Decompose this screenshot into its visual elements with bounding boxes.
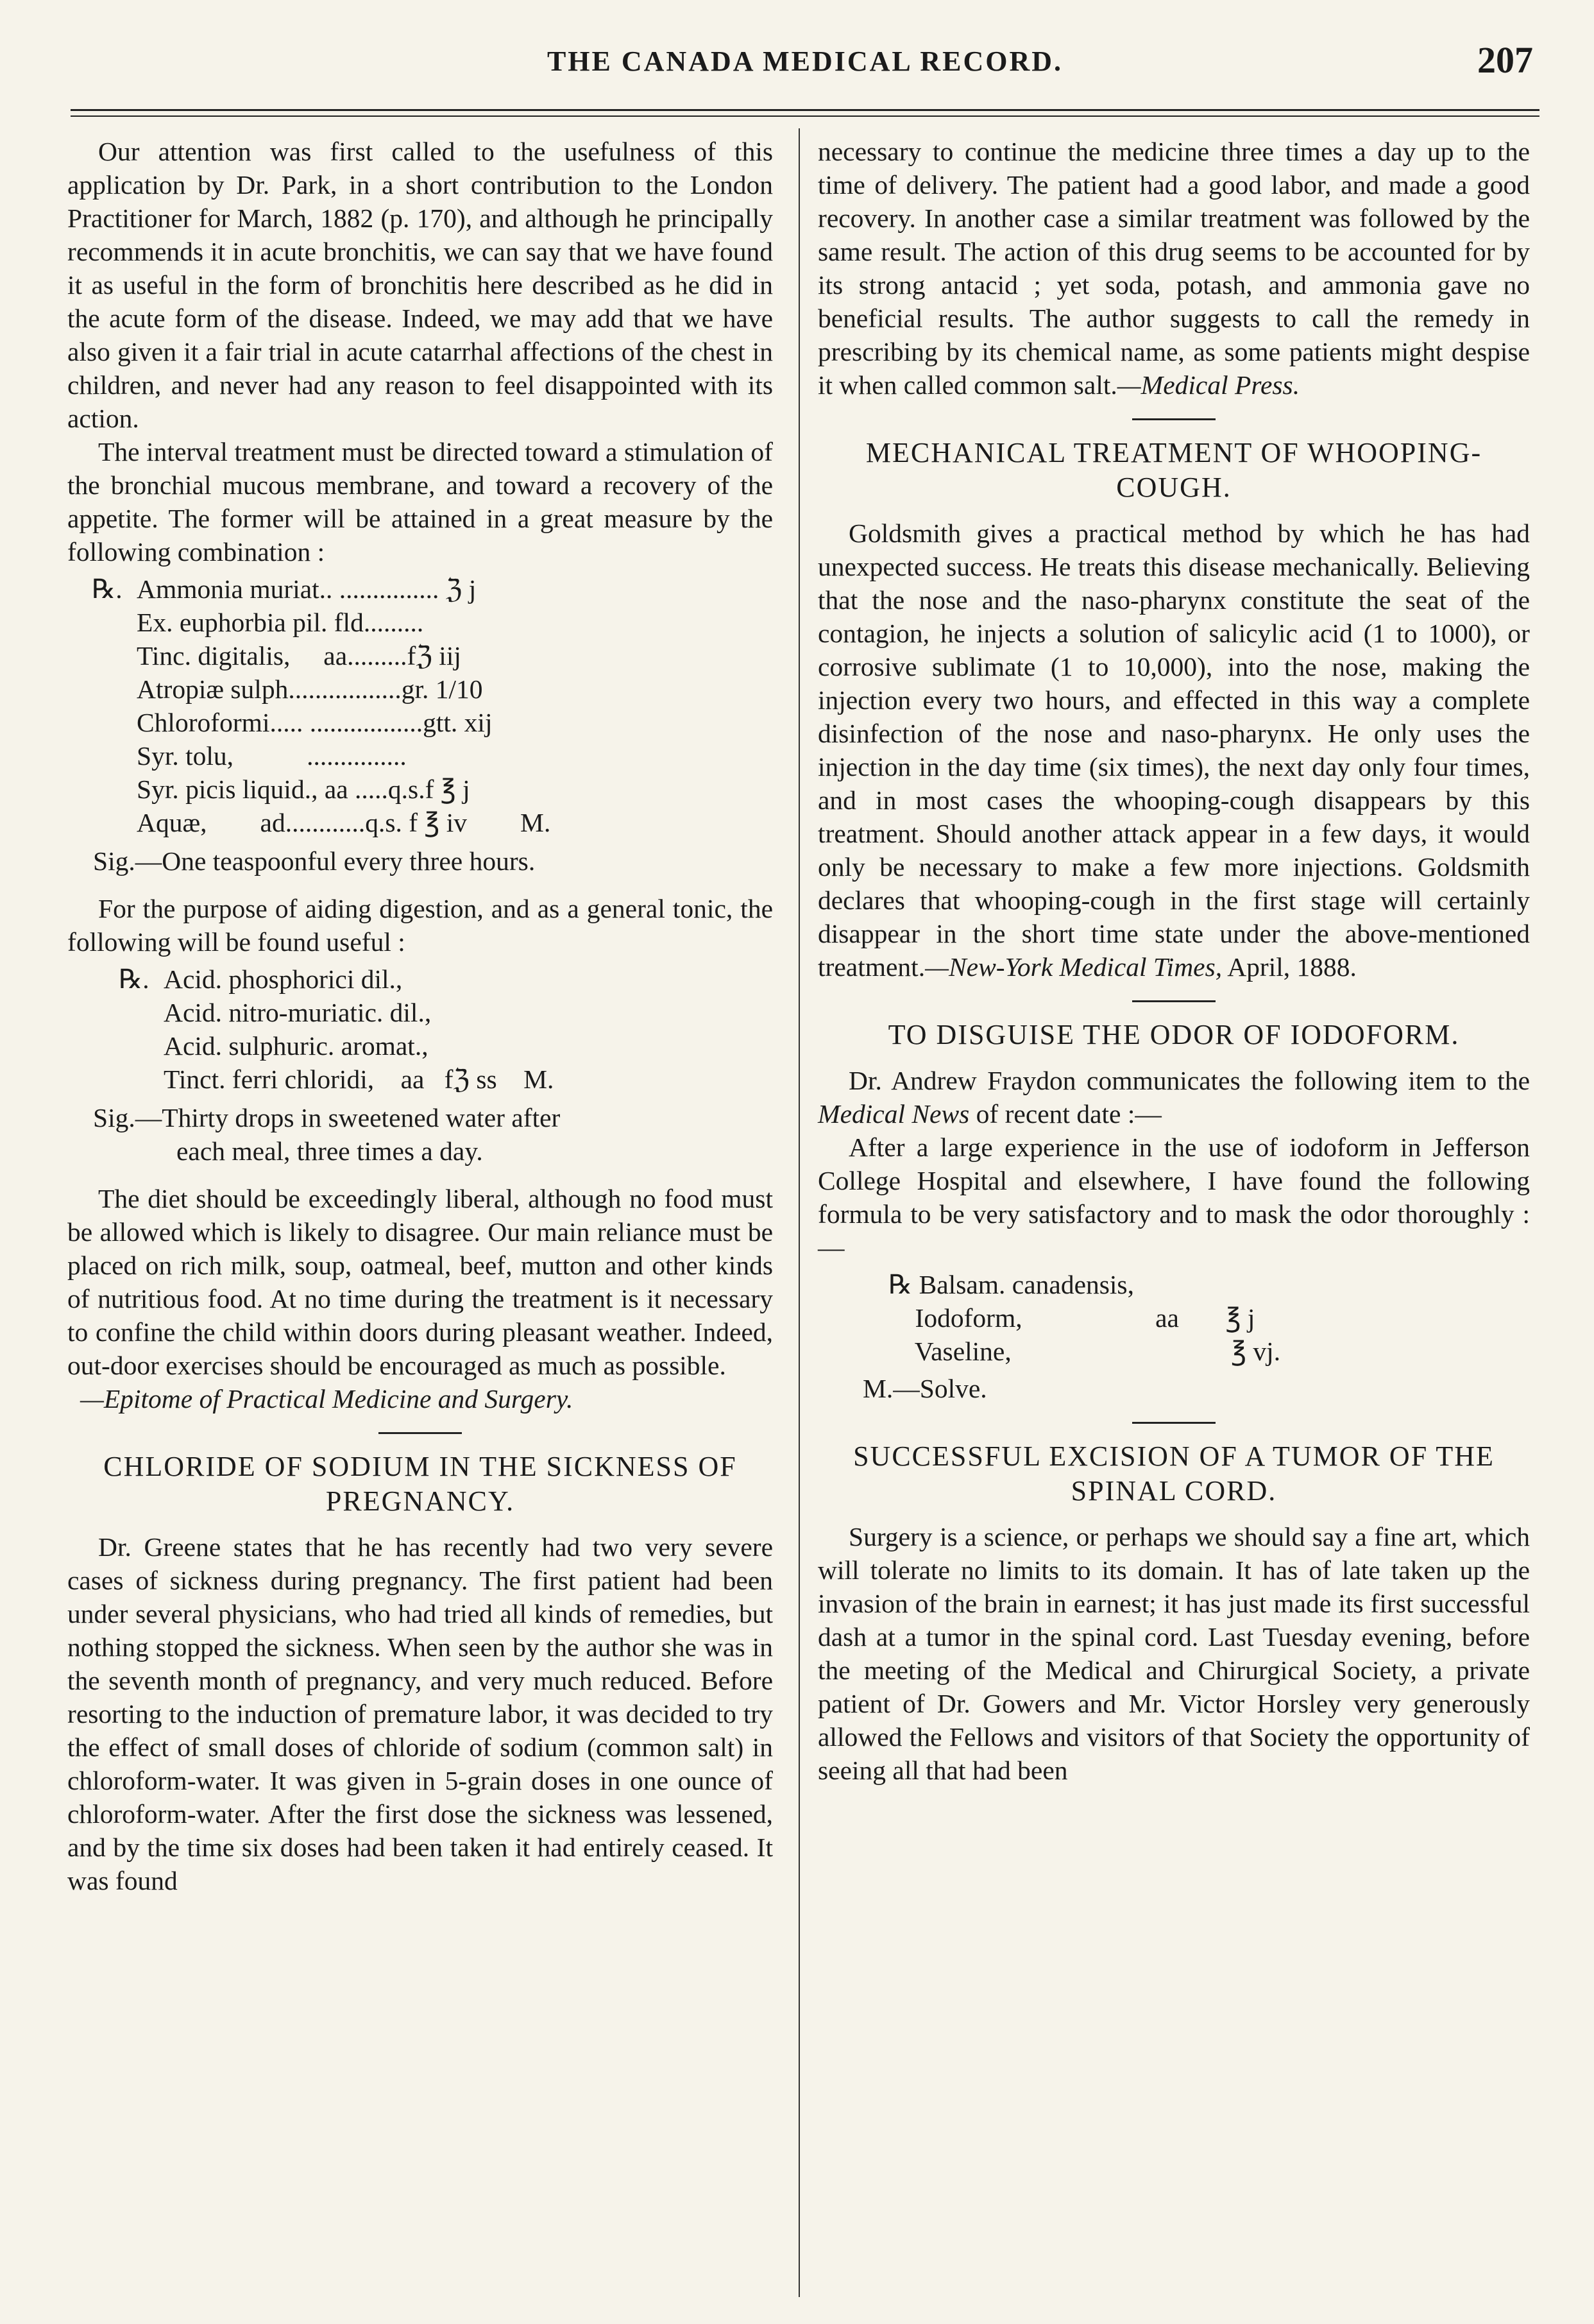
rx-line: Tinc. digitalis, aa.........fℨ iij: [137, 641, 461, 671]
right-column: [818, 135, 1530, 1787]
journal-title: THE CANADA MEDICAL RECORD.: [547, 46, 1064, 77]
page-number: 207: [1477, 39, 1533, 81]
rx-line: Syr. tolu, ...............: [137, 741, 407, 771]
section-rule: [1132, 1422, 1216, 1424]
source-citation: —New-York Medical Times,: [925, 952, 1223, 982]
paragraph: necessary to continue the medicine three times a day up to the time of delivery. The patient had a good labor, and made a good recovery. In another case a similar treatment was followed by the same result. The action of this drug seems to be accounted for by its strong antacid ; yet soda, potash, and ammonia gave no beneficial results. The author suggests to call the remedy in prescribing by its chemical name, as some patients might despise it when called common salt.: [818, 137, 1530, 400]
signa: Sig.—Thirty drops in sweetened water after: [93, 1103, 561, 1132]
journal-name: Medical News: [818, 1099, 970, 1129]
section-heading: SUCCESSFUL EXCISION OF A TUMOR OF THE SPINAL CORD.: [853, 1440, 1495, 1507]
section-rule: [1132, 1000, 1216, 1002]
paragraph: Our attention was first called to the usefulness of this application by Dr. Park, in a short contribution to the London Practitioner for March, 1882 (p. 170), and although he principally recommends it in acute bronchitis, we can say that we have found it as useful in the form of bronchitis here described as he did in the acute form of the disease. Indeed, we may add that we have also given it a fair trial in acute catarrhal affections of the chest in children, and never had any reason to feel disappointed with its action.: [67, 137, 773, 433]
section-rule: [378, 1432, 462, 1434]
running-header: [77, 38, 1533, 96]
rx-line: ℞ Balsam. canadensis,: [888, 1270, 1134, 1299]
header-rule: [71, 109, 1539, 111]
source-citation: —Epitome of Practical Medicine and Surgery.: [80, 1384, 573, 1414]
rx-line: Acid. phosphorici dil.,: [164, 964, 403, 994]
recipe-symbol: ℞.: [119, 964, 149, 994]
column-divider: [799, 128, 800, 2297]
paragraph: Surgery is a science, or perhaps we should say a fine art, which will tolerate no limits to its domain. It has of late taken up the invasion of the brain in earnest; it has just made its first successful dash at a tumor in the spinal cord. Last Tuesday evening, before the meeting of the Medical and Chirurgical Society, a private patient of Dr. Gowers and Mr. Victor Horsley very generously allowed the Fellows and visitors of that Society the opportunity of seeing all that had been: [818, 1522, 1530, 1785]
section-rule: [1132, 418, 1216, 420]
rx-line: Syr. picis liquid., aa .....q.s.f ℥ j: [137, 774, 470, 804]
source-date: April, 1888.: [1222, 952, 1357, 982]
paragraph: Goldsmith gives a practical method by which he has had unexpected success. He treats this disease mechanically. Believing that the nose and the naso-pharynx constitute the seat of the contagion, he injects a solution of salicylic acid (1 to 1000), or corrosive sublimate (1 to 10,000), into the nose, making the injection every two hours, and effected in this way a complete disinfection of the nose and naso-pharynx. He only uses the injection in the day time (six times), the next day only four times, and in most cases the whooping-cough disappears by this treatment. Should another attack appear in a few days, it would only be necessary to make a few more injections. Goldsmith declares that whooping-cough in the first stage will certainly disappear in the short time state under the above-mentioned treatment.: [818, 518, 1530, 982]
paragraph: After a large experience in the use of iodoform in Jefferson College Hospital and elsewhere, I have found the following formula to be very satisfactory and to mask the odor thoroughly :—: [818, 1132, 1530, 1262]
rx-line: Tinct. ferri chloridi, aa fℨ ss M.: [164, 1064, 554, 1094]
rx-line: Atropiæ sulph.................gr. 1/10: [137, 674, 483, 704]
rx-instruction: M.—Solve.: [863, 1374, 987, 1403]
rx-line: Ammonia muriat.. ............... ℨ j: [137, 574, 477, 604]
section-heading: CHLORIDE OF SODIUM IN THE SICKNESS OF PREGNANCY.: [103, 1451, 737, 1517]
rx-line: Acid. sulphuric. aromat.,: [164, 1031, 428, 1061]
prescription: [818, 1268, 1530, 1368]
prescription: [67, 572, 773, 839]
recipe-symbol: ℞.: [92, 574, 123, 604]
rx-line: Ex. euphorbia pil. fld.........: [137, 608, 424, 637]
signa: Sig.—One teaspoonful every three hours.: [93, 846, 536, 876]
paragraph: Dr. Greene states that he has recently had two very severe cases of sickness during pregnancy. The first patient had been under several physicians, who had tried all kinds of remedies, but nothing stopped the sickness. When seen by the author she was in the seventh month of pregnancy, and very much reduced. Before resorting to the induction of premature labor, it was decided to try the effect of small doses of chloride of sodium (common salt) in chloroform-water. It was given in 5-grain doses in one ounce of chloroform-water. After the first dose the sickness was lessened, and by the time six doses had been taken it had entirely ceased. It was found: [67, 1532, 773, 1895]
source-citation: —Medical Press.: [1117, 370, 1300, 400]
header-rule-thin: [71, 115, 1539, 117]
paragraph: For the purpose of aiding digestion, and as a general tonic, the following will be found useful :: [67, 894, 773, 957]
rx-line: Chloroformi..... .................gtt. xij: [137, 708, 493, 737]
prescription: [67, 962, 773, 1096]
rx-line: Aquæ, ad............q.s. f ℥ iv M.: [137, 808, 551, 837]
paragraph: The interval treatment must be directed toward a stimulation of the bronchial mucous membrane, and toward a recovery of the appetite. The former will be attained in a great measure by the following combination :: [67, 437, 773, 567]
paragraph: Dr. Andrew Fraydon communicates the following item to the: [849, 1066, 1530, 1095]
left-column: [67, 135, 773, 1897]
paragraph-end: of recent date :—: [969, 1099, 1162, 1129]
paragraph: The diet should be exceedingly liberal, although no food must be allowed which is likely to disagree. Our main reliance must be placed on rich milk, soup, oatmeal, beef, mutton and other kinds of nutritious food. At no time during the treatment is it necessary to confine the child within doors during pleasant weather. Indeed, out-door exercises should be encouraged as much as possible.: [67, 1184, 773, 1380]
signa-continued: each meal, three times a day.: [176, 1136, 483, 1166]
section-heading: TO DISGUISE THE ODOR OF IODOFORM.: [888, 1019, 1460, 1050]
rx-line: Acid. nitro-muriatic. dil.,: [164, 998, 432, 1027]
rx-line: Iodoform, aa ℥ j: [888, 1303, 1255, 1333]
section-heading: MECHANICAL TREATMENT OF WHOOPING-COUGH.: [865, 437, 1482, 503]
rx-line: Vaseline, ℥ vj.: [888, 1337, 1281, 1366]
